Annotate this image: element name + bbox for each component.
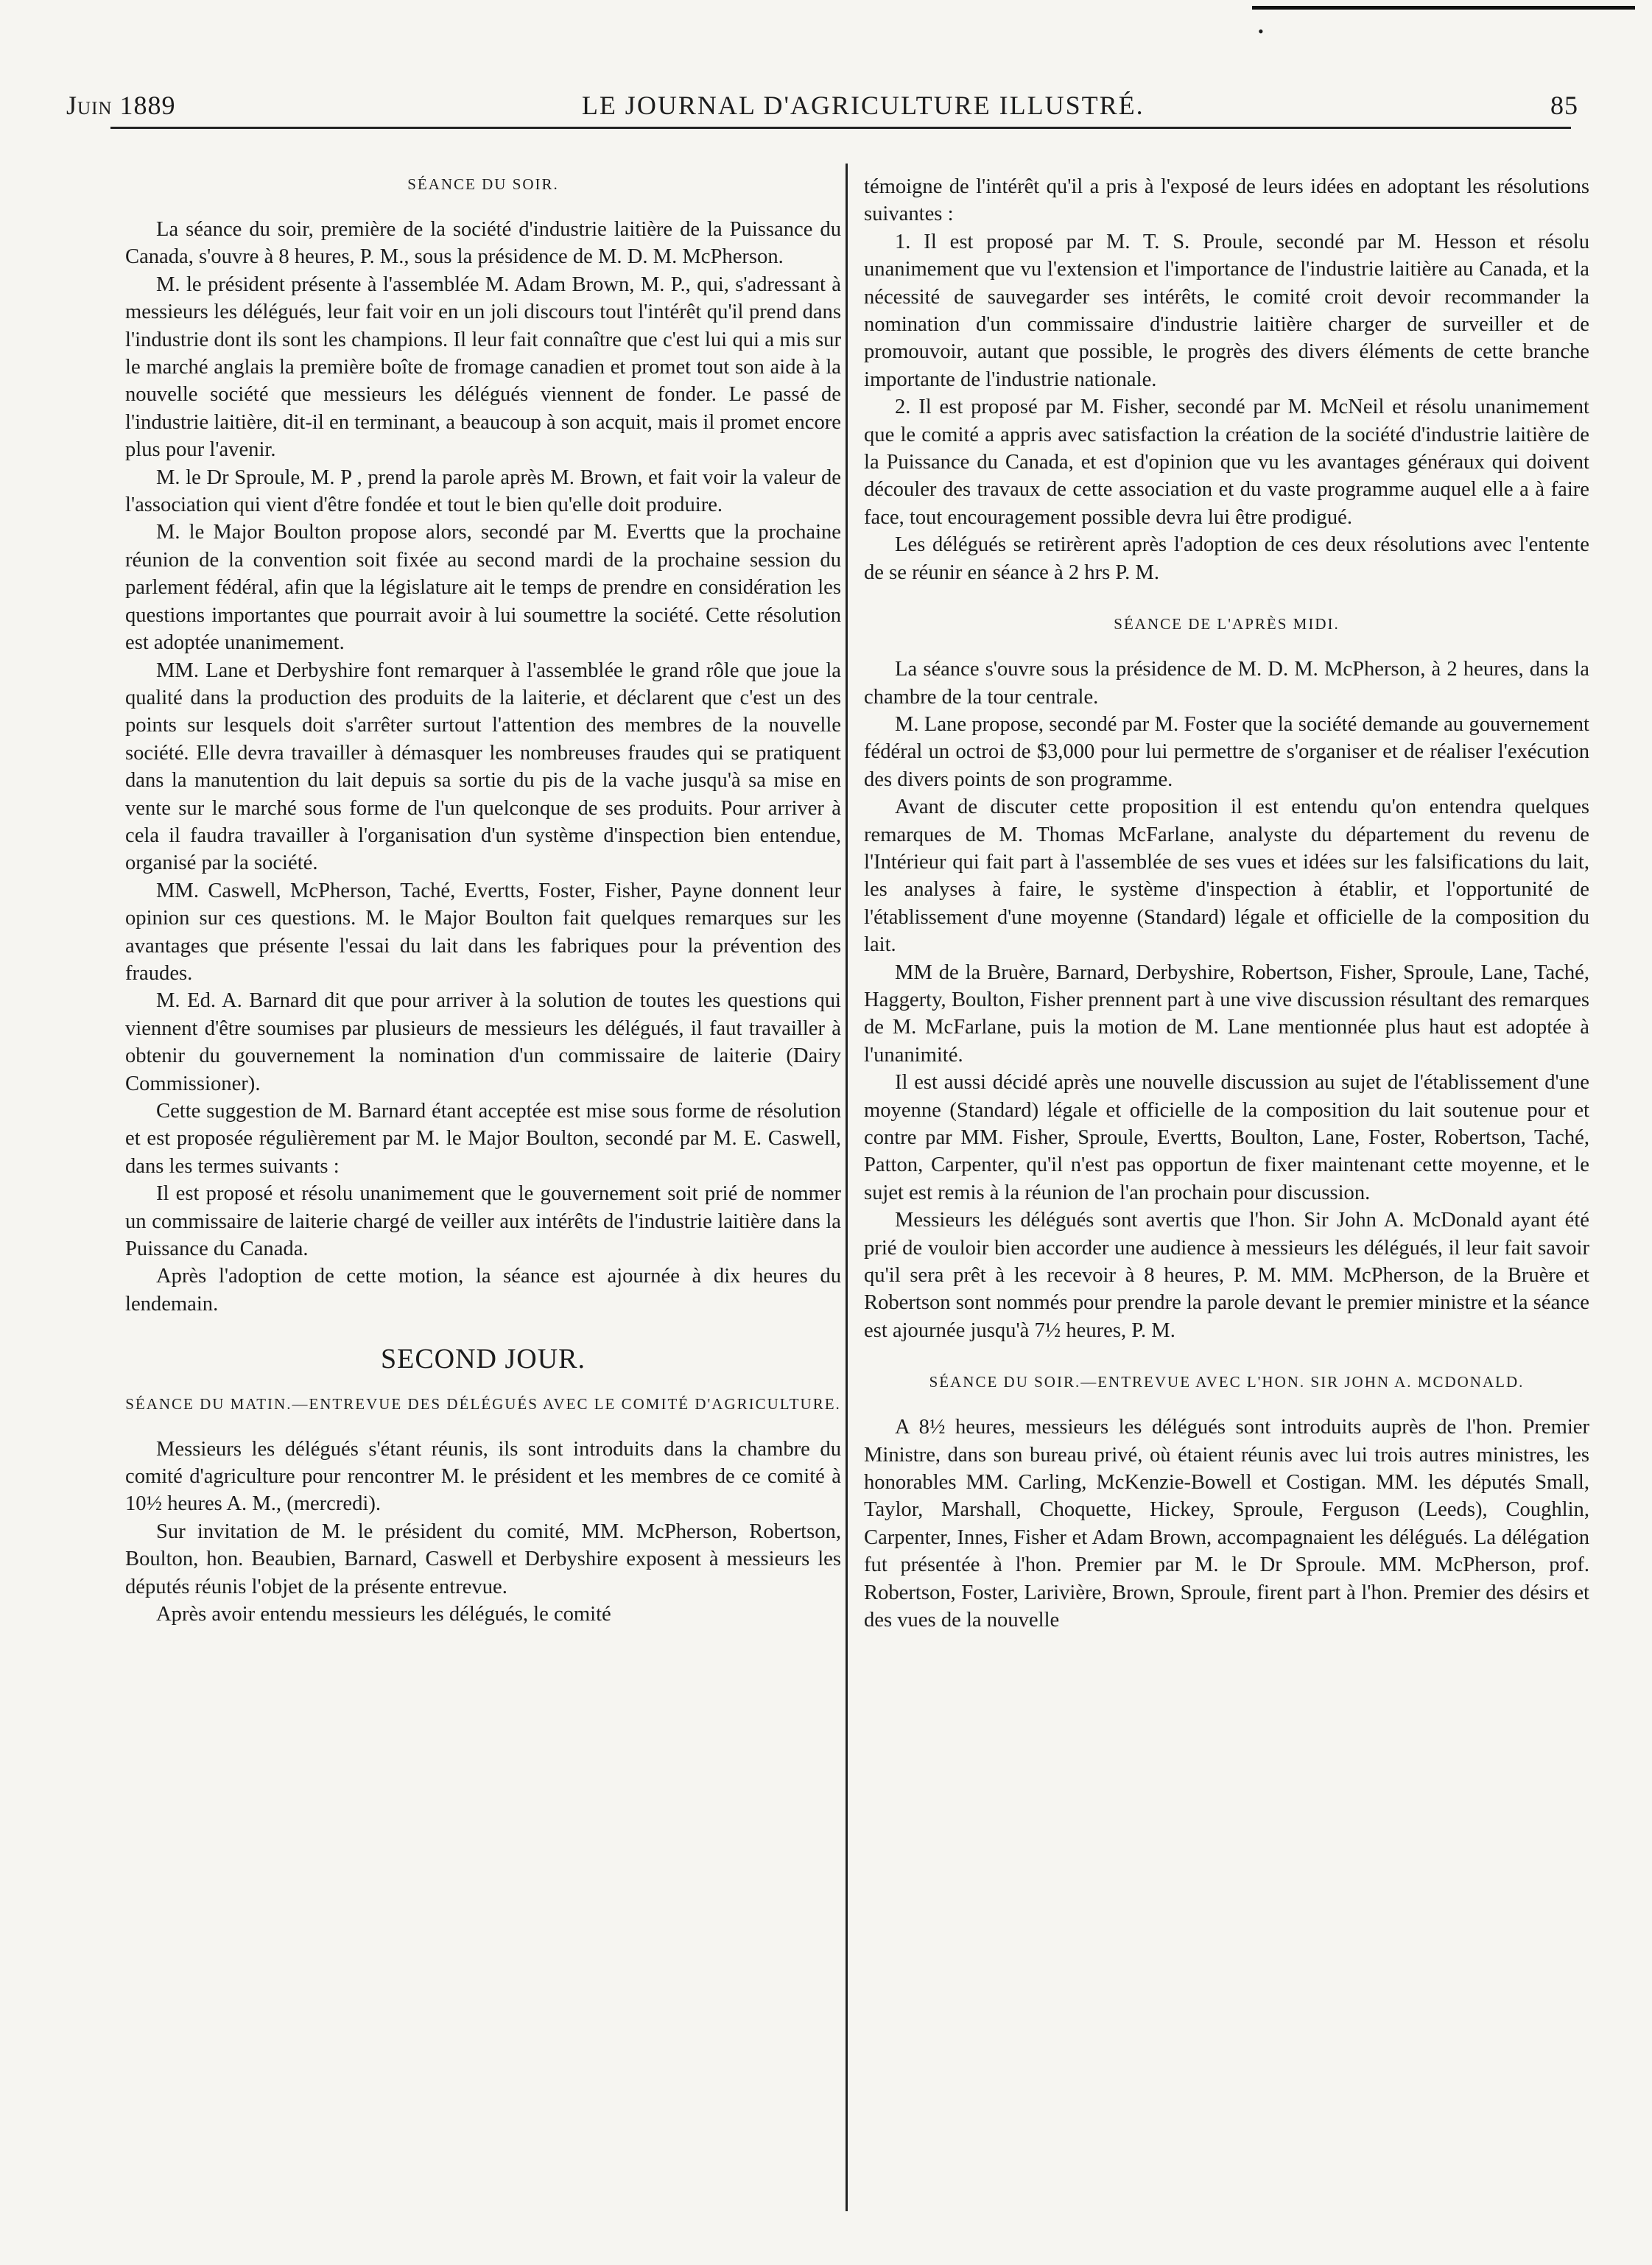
- paragraph: M. le Major Boulton propose alors, secondé par M. Evertts que la prochaine réunion de la convention soit fixée au second mardi de la prochaine session du parlement fédéral, afin que la législature ait le temps de prendre en considération les questions importantes que pourrait avoir à lui soumettre la société. Cette résolution est adoptée unanimement.: [125, 521, 841, 655]
- page-header: [66, 90, 1578, 121]
- right-column: [864, 173, 1589, 1634]
- paragraph: 2. Il est proposé par M. Fisher, secondé par M. McNeil et résolu unanimement que le comité a appris avec satisfaction la création de la société d'industrie laitière de la Puissance du Canada, et est d'opinion que vu les avantages généraux qui doivent découler des travaux de cette association et du vaste programme auquel elle a à faire face, tout encouragement possible devra lui être prodigué.: [864, 396, 1589, 529]
- journal-title: LE JOURNAL D'AGRICULTURE ILLUSTRÉ.: [581, 91, 1145, 120]
- paragraph: Messieurs les délégués s'étant réunis, ils sont introduits dans la chambre du comité d'agriculture pour rencontrer M. le président et les membres de ce comité à 10½ heures A. M., (mercredi).: [125, 1437, 841, 1516]
- paragraph: Il est aussi décidé après une nouvelle discussion au sujet de l'établissement d'une moyenne (Standard) légale et officielle de la composition du lait soutenue pour et contre par MM. Fisher, Sproule, Evertts, Boulton, Lane, Foster, Robertson, Taché, Patton, Carpenter, qu'il n'est pas opportun de fixer maintenant cette moyenne, et le sujet est remis à la réunion de l'an prochain pour discussion.: [864, 1071, 1589, 1204]
- top-border-rule: [1252, 6, 1635, 10]
- page-number: 85: [1550, 91, 1578, 120]
- paragraph-group: [864, 1414, 1589, 1634]
- paragraph: Cette suggestion de M. Barnard étant acceptée est mise sous forme de résolution et est proposée régulièrement par M. le Major Boulton, secondé par M. E. Caswell, dans les termes suivants :: [125, 1100, 841, 1178]
- paragraph: témoigne de l'intérêt qu'il a pris à l'exposé de leurs idées en adoptant les résolutions suivantes :: [864, 175, 1589, 226]
- section-heading: SÉANCE DU SOIR.—ENTREVUE AVEC L'HON. SIR JOHN A. MCDONALD.: [929, 1373, 1525, 1391]
- section-heading: SÉANCE DE L'APRÈS MIDI.: [1114, 615, 1340, 633]
- paragraph: M. Lane propose, secondé par M. Foster que la société demande au gouvernement fédéral un octroi de $3,000 pour lui permettre de s'organiser et de réaliser l'exécution des divers points de son programme.: [864, 712, 1589, 791]
- column-divider: [846, 164, 848, 2211]
- paragraph: MM de la Bruère, Barnard, Derbyshire, Robertson, Fisher, Sproule, Lane, Taché, Haggerty, Boulton, Fisher prennent part à une vive discussion résultant des remarques de M. McFarlane, puis la motion de M. Lane mentionnée plus haut est adoptée à l'unanimité.: [864, 961, 1589, 1067]
- paragraph: M. le président présente à l'assemblée M. Adam Brown, M. P., qui, s'adressant à messieurs les délégués, leur fait voir en un joli discours tout l'intérêt qu'il prend dans l'industrie dont ils sont les champions. Il leur fait connaître que c'est lui qui a mis sur le marché anglais la première boîte de fromage canadien et promet tout son aide à la nouvelle société que messieurs les délégués viennent de fonder. Le passé de l'industrie laitière, dit-il en terminant, a beaucoup à son acquit, mais il promet encore plus pour l'avenir.: [125, 273, 841, 462]
- paragraph: La séance du soir, première de la société d'industrie laitière de la Puissance du Canada, s'ouvre à 8 heures, P. M., sous la présidence de M. D. M. McPherson.: [125, 218, 841, 269]
- paragraph: A 8½ heures, messieurs les délégués sont introduits auprès de l'hon. Premier Ministre, dans son bureau privé, où étaient réunis avec lui trois autres ministres, les honorables MM. Carling, McKenzie-Bowell et Costigan. MM. les députés Small, Taylor, Marshall, Choquette, Hickey, Sproule, Ferguson (Leeds), Coughlin, Carpenter, Innes, Fisher et Adam Brown, accompagnaient les délégués. La délégation fut présentée à l'hon. Premier par M. le Dr Sproule. MM. McPherson, prof. Robertson, Foster, Larivière, Brown, Sproule, firent part à l'hon. Premier des désirs et des vues de la nouvelle: [864, 1416, 1589, 1632]
- paragraph-group: [864, 656, 1589, 1344]
- paragraph-group: [125, 1436, 841, 1629]
- paragraph: Après avoir entendu messieurs les délégués, le comité: [156, 1603, 611, 1626]
- paragraph: Après l'adoption de cette motion, la séance est ajournée à dix heures du lendemain.: [125, 1265, 841, 1316]
- left-column: [125, 173, 841, 1629]
- header-rule: [110, 127, 1571, 129]
- section-heading: SÉANCE DU MATIN.—ENTREVUE DES DÉLÉGUÉS AVEC LE COMITÉ D'AGRICULTURE.: [125, 1394, 841, 1413]
- paragraph: MM. Caswell, McPherson, Taché, Evertts, Foster, Fisher, Payne donnent leur opinion sur ces questions. M. le Major Boulton fait quelques remarques sur les avantages que présente l'essai du lait dans les fabriques pour la prévention des fraudes.: [125, 879, 841, 985]
- paragraph-group: [125, 216, 841, 1318]
- header-date: Juin 1889: [66, 91, 176, 120]
- paragraph: M. Ed. A. Barnard dit que pour arriver à la solution de toutes les questions qui viennent d'être soumises par plusieurs de messieurs les délégués, il faut travailler à obtenir du gouvernement la nomination d'un commissaire de laiterie (Dairy Commissioner).: [125, 989, 841, 1095]
- section-heading: SÉANCE DU SOIR.: [407, 175, 559, 193]
- paragraph-group: [864, 173, 1589, 586]
- paragraph: Sur invitation de M. le président du comité, MM. McPherson, Robertson, Boulton, hon. Beaubien, Barnard, Caswell et Derbyshire exposent à messieurs les députés réunis l'objet de la présente entrevue.: [125, 1520, 841, 1598]
- paragraph: La séance s'ouvre sous la présidence de M. D. M. McPherson, à 2 heures, dans la chambre de la tour centrale.: [864, 658, 1589, 709]
- paragraph: Il est proposé et résolu unanimement que le gouvernement soit prié de nommer un commissaire de laiterie chargé de veiller aux intérêts de l'industrie laitière dans la Puissance du Canada.: [125, 1182, 841, 1261]
- paragraph: Messieurs les délégués sont avertis que l'hon. Sir John A. McDonald ayant été prié de vouloir bien accorder une audience à messieurs les délégués, il leur fait savoir qu'il sera prêt à les recevoir à 8 heures, P. M. MM. McPherson, de la Bruère et Robertson sont nommés pour prendre la parole devant le premier ministre et la séance est ajournée jusqu'à 7½ heures, P. M.: [864, 1209, 1589, 1342]
- day-heading: SECOND JOUR.: [380, 1344, 586, 1375]
- paragraph: MM. Lane et Derbyshire font remarquer à l'assemblée le grand rôle que joue la qualité dans la production des produits de la laiterie, et déclarent que c'est un des points sur lesquels doit s'arrêter surtout l'attention des membres de la nouvelle société. Elle devra travailler à démasquer les nombreuses fraudes qui se pratiquent dans la manutention du lait depuis sa sortie du pis de la vache jusqu'à sa mise en vente sur le marché sous forme de l'un quelconque de ses produits. Pour arriver à cela il faudra travailler à l'organisation d'un système d'inspection bien entendue, organisé par la société.: [125, 659, 841, 875]
- paragraph: Les délégués se retirèrent après l'adoption de ces deux résolutions avec l'entente de se réunir en séance à 2 hrs P. M.: [864, 533, 1589, 584]
- paragraph: 1. Il est proposé par M. T. S. Proule, secondé par M. Hesson et résolu unanimement que vu l'extension et l'importance de l'industrie laitière au Canada, et la nécessité de sauvegarder ses intérêts, le comité croit devoir recommander la nomination d'un commissaire d'industrie laitière charger de surveiller et de promouvoir, autant que possible, le progrès des divers éléments de cette branche importante de l'industrie nationale.: [864, 230, 1589, 391]
- paragraph: M. le Dr Sproule, M. P , prend la parole après M. Brown, et fait voir la valeur de l'association qui vient d'être fondée et tout le bien qu'elle doit produire.: [125, 466, 841, 517]
- ink-mark: •: [1258, 22, 1264, 41]
- paragraph: Avant de discuter cette proposition il est entendu qu'on entendra quelques remarques de M. Thomas McFarlane, analyste du département du revenu de l'Intérieur qui fait part à l'assemblée de ses vues et idées sur les falsifications du lait, les analyses à faire, le système d'inspection à établir, et l'opportunité de l'établissement d'une moyenne (Standard) légale et officielle de la composition du lait.: [864, 796, 1589, 957]
